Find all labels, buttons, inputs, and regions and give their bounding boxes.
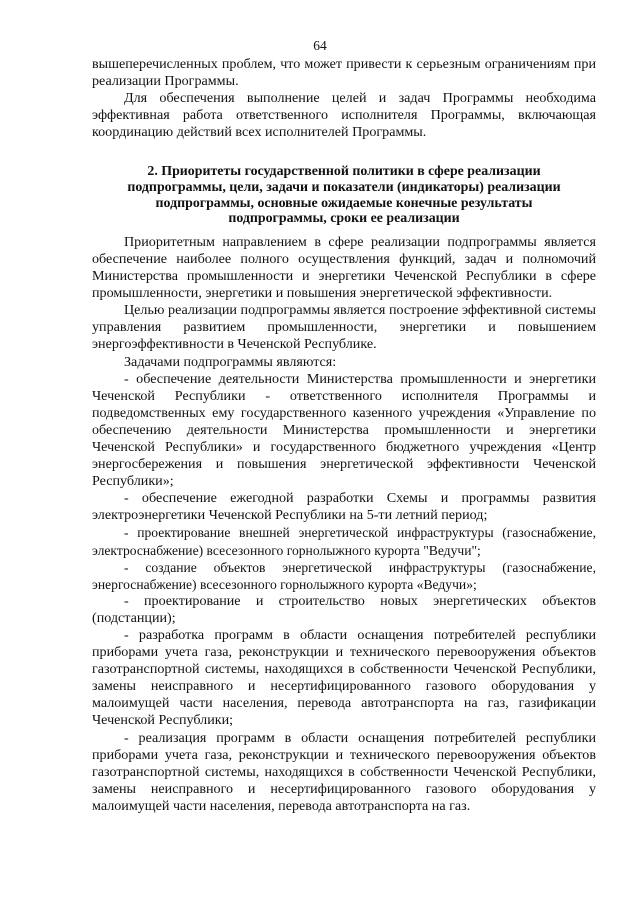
section-heading: 2. Приоритеты государственной политики в сфере реализации подпрограммы, цели, задачи и показатели (индикаторы) реализации подпрограммы, основные ожидаемые конечные результаты подпрограммы, сроки ее реализации [127,164,561,227]
list-item: - разработка программ в области оснащения потребителей республики приборами учета газа, реконструкции и технического перевооружения объектов газотранспортной системы, находящихся в собственности Чеченской Республики, замены неисправного и несертифицированного газового оборудования у малоимущей части населения, перевода автотранспорта на газ, газификации Чеченской Республики; [92,627,596,729]
paragraph-continuation: вышеперечисленных проблем, что может привести к серьезным ограничениям при реализации Программы. [92,56,596,90]
list-item: - обеспечение ежегодной разработки Схемы и программы развития электроэнергетики Чеченской Республики на 5-ти летний период; [92,490,596,524]
page-number: 64 [313,38,327,53]
paragraph-coordination: Для обеспечения выполнение целей и задач Программы необходима эффективная работа ответственного исполнителя Программы, включающая координацию действий всех исполнителей Программы. [92,90,596,141]
list-item: - проектирование и строительство новых энергетических объектов (подстанции); [92,592,596,626]
paragraph-tasks-intro: Задачами подпрограммы являются: [124,353,337,370]
list-item: - обеспечение деятельности Министерства промышленности и энергетики Чеченской Республики - ответственного исполнителя Программы и подведомственных ему государственного казенного учреждения «Управление по обеспечению деятельности Министерства промышленности и энергетики Чеченской Республики» и государственного бюджетного учреждения «Центр энергосбережения и повышения энергетической эффективности Чеченской Республики»; [92,370,596,490]
paragraph-priority: Приоритетным направлением в сфере реализации подпрограммы является обеспечение наиболее полного осуществления функций, задач и полномочий Министерства промышленности и энергетики Чеченской Республики в сфере промышленности, энергетики и повышения энергетической эффективности. [92,233,596,302]
list-item: - создание объектов энергетической инфраструктуры (газоснабжение, энергоснабжение) всесезонного горнолыжного курорта «Ведучи»; [92,559,596,592]
list-item: - проектирование внешней энергетической инфраструктуры (газоснабжение, электроснабжение) всесезонного горнолыжного курорта "Ведучи"; [92,525,596,558]
document-body [92,56,596,815]
paragraph-goal: Целью реализации подпрограммы является построение эффективной системы управления развитием промышленности, энергетики и повышением энергоэффективности в Чеченской Республике. [92,302,596,353]
list-item: - реализация программ в области оснащения потребителей республики приборами учета газа, реконструкции и технического перевооружения объектов газотранспортной системы, находящихся в собственности Чеченской Республики, замены неисправного и несертифицированного газового оборудования у малоимущей части населения, перевода автотранспорта на газ. [92,729,596,814]
